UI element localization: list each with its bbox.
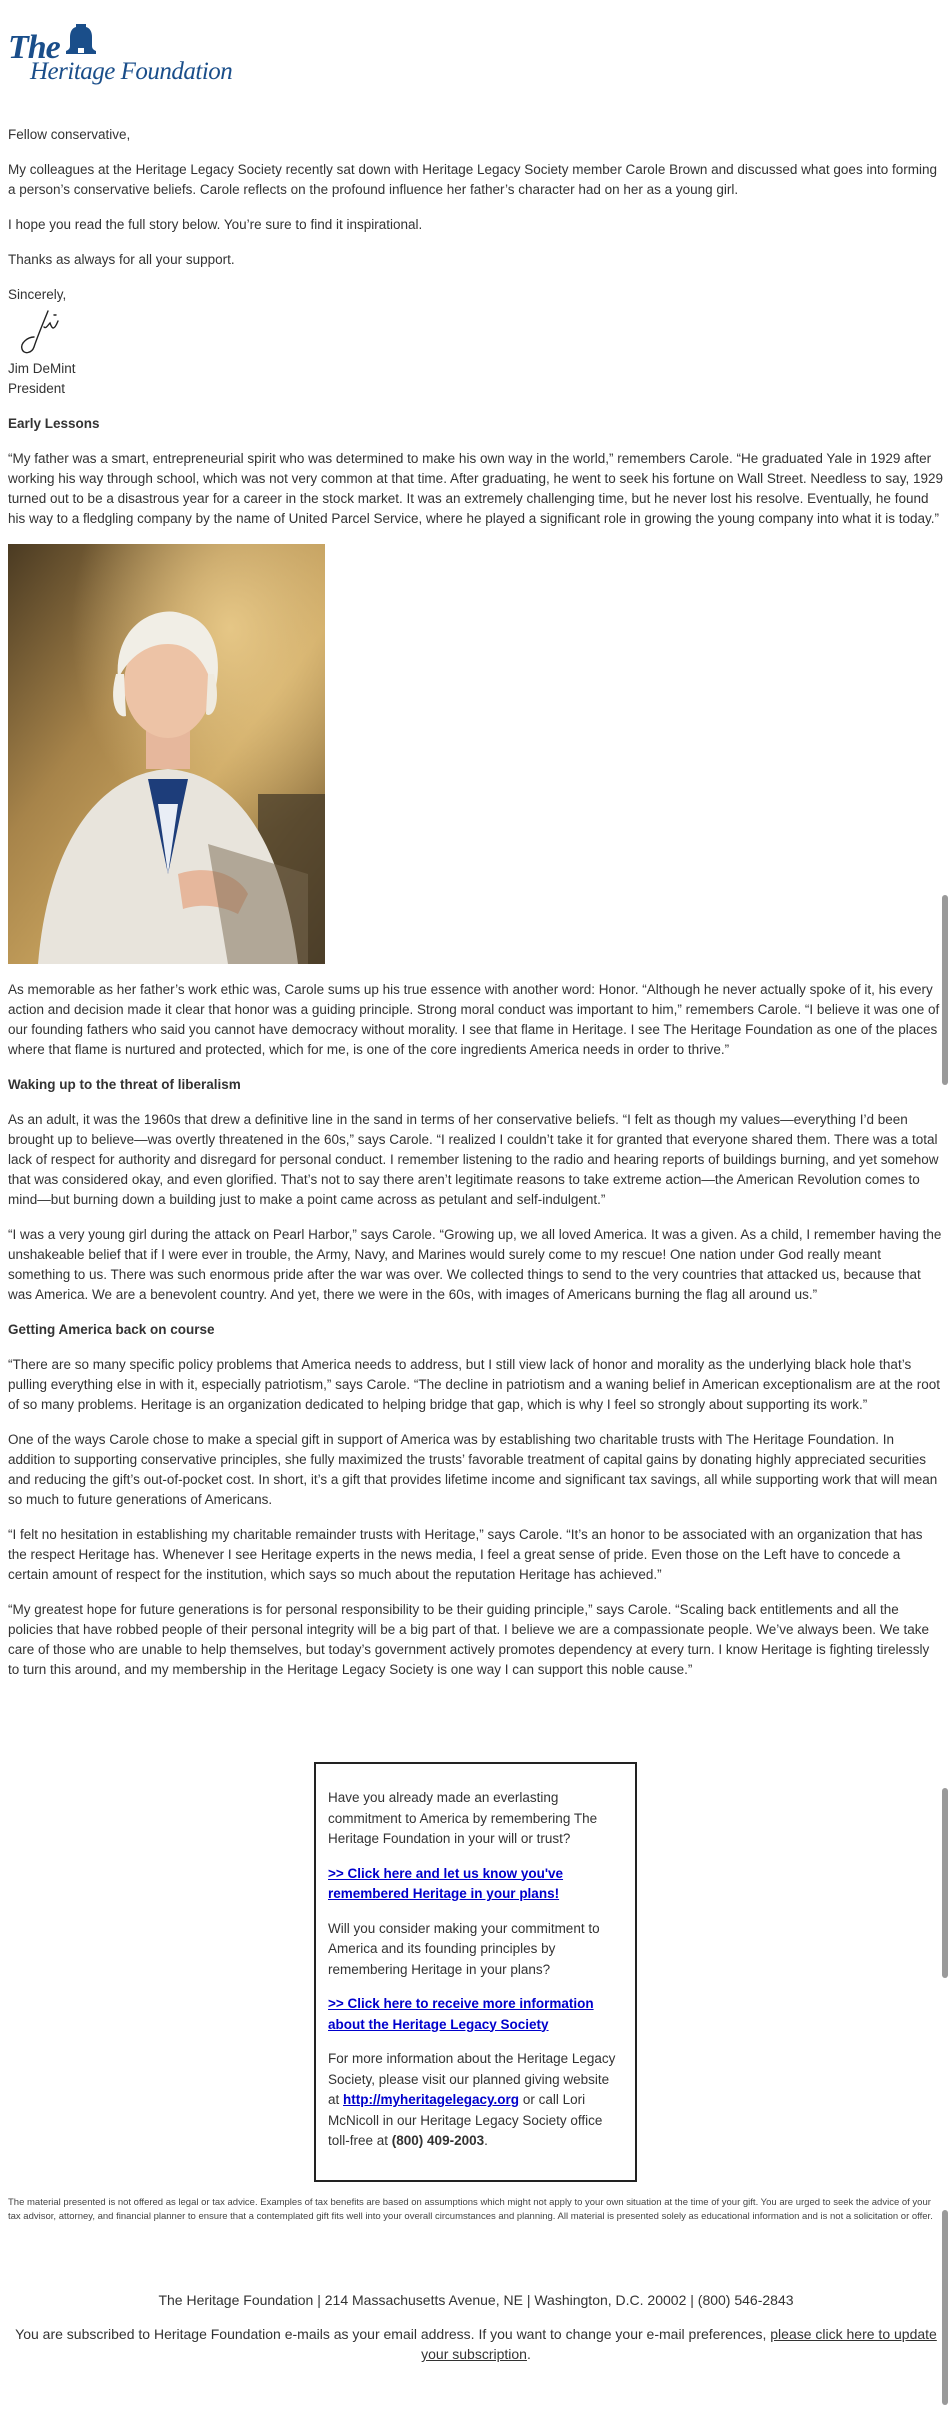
- closing: Sincerely,: [8, 287, 67, 302]
- story-paragraph: “I felt no hesitation in establishing my charitable remainder trusts with Heritage,” says Carole. “It’s an honor to be associated with an organization that has the respect Heritage has. Whenever I see Heritage experts in the news media, I feel a great sense of pride. Even those on the Left have to concede a certain amount of respect for the institution, which says so much about the reputation Heritage has achieved.”: [8, 1527, 923, 1582]
- office-phone: (800) 409-2003: [391, 2133, 485, 2148]
- story-paragraph: One of the ways Carole chose to make a special gift in support of America was by establishing two charitable trusts with The Heritage Foundation. In addition to supporting conservative principles, she fully maximized the trusts’ favorable treatment of capital gains by donating highly appreciated securities and reducing the gift’s out-of-pocket cost. In short, it’s a gift that provides lifetime income and significant tax savings, all while supporting work that will mean so much to future generations of Americans.: [8, 1432, 938, 1507]
- section-heading-back-on-course: Getting America back on course: [8, 1322, 215, 1337]
- section-heading-waking-up: Waking up to the threat of liberalism: [8, 1077, 241, 1092]
- footer-subscription-note: You are subscribed to Heritage Foundation e-mails as your email address. If you want to change your e-mail preferences, please click here to update your subscription.: [15, 2326, 937, 2362]
- remembered-heritage-link[interactable]: >> Click here and let us know you've remembered Heritage in your plans!: [328, 1865, 564, 1901]
- update-subscription-link[interactable]: please click here to update your subscription: [421, 2326, 937, 2362]
- heritage-foundation-logo[interactable]: [8, 22, 248, 88]
- signature-block: [8, 285, 943, 399]
- legacy-callout-box: [314, 1762, 637, 2182]
- letter-body: [8, 125, 943, 1695]
- legal-disclaimer: The material presented is not offered as legal or tax advice. Examples of tax benefits are based on assumptions which might not apply to your own situation at the time of your gift. You are urged to seek the advice of your tax advisor, attorney, and financial planner to ensure that a contemplated gift fits well into your overall circumstances and planning. All material is presented solely as educational information and is not a solicitation or offer.: [8, 2197, 933, 2222]
- logo-heritage-foundation: Heritage Foundation: [30, 58, 233, 85]
- callout-question: Have you already made an everlasting commitment to America by remembering The Heritage Foundation in your will or trust?: [328, 1790, 598, 1846]
- legacy-society-info-link[interactable]: >> Click here to receive more information about the Heritage Legacy Society: [328, 1996, 594, 2032]
- story-paragraph: “I was a very young girl during the attack on Pearl Harbor,” says Carole. “Growing up, we all loved America. It was a given. As a child, I remember having the unshakeable belief that if I were ever in trouble, the Army, Navy, and Marines would surely come to my rescue! One nation under God really meant something to us. There was such enormous pride after the war was over. We collected things to send to the very countries that attacked us, because that was America. We are a benevolent country. And yet, there we were in the 60s, with images of Americans burning the flag all around us.”: [8, 1227, 942, 1302]
- story-paragraph: “My greatest hope for future generations is for personal responsibility to be their guiding principle,” says Carole. “Scaling back entitlements and all the policies that have robbed people of their personal integrity will be a big part of that. I believe we are a compassionate people. We’ve always been. We take care of those who are unable to help themselves, but today’s government actively promotes dependency at every turn. I know Heritage is fighting tirelessly to turn this around, and my membership in the Heritage Legacy Society is one way I can support this noble cause.”: [8, 1602, 930, 1677]
- intro-paragraph: Thanks as always for all your support.: [8, 252, 235, 267]
- footer-address: The Heritage Foundation | 214 Massachusetts Avenue, NE | Washington, D.C. 20002 | (800) 546-2843: [158, 2292, 794, 2308]
- story-paragraph: As memorable as her father’s work ethic was, Carole sums up his true essence with another word: Honor. “Although he never actually spoke of it, his every action and decision made it clear that honor was a guiding principle. Strong moral conduct was important to him,” remembers Carole. “I believe it was one of our founding fathers who said you cannot have democracy without morality. I see that flame in Heritage. I see The Heritage Foundation as one of the places where that flame is nurtured and protected, which for me, is one of the core ingredients America needs in order to thrive.”: [8, 982, 940, 1057]
- liberty-bell-icon: [64, 22, 98, 56]
- callout-question: Will you consider making your commitment to America and its founding principles by remembering Heritage in your plans?: [328, 1920, 600, 1977]
- logo-the: The: [8, 29, 60, 66]
- section-heading-early-lessons: Early Lessons: [8, 416, 100, 431]
- scrollbar-thumb[interactable]: [942, 2210, 948, 2405]
- signer-name: Jim DeMint: [8, 361, 76, 376]
- callout-contact-info: For more information about the Heritage Legacy Society, please visit our planned giving website at http://myheritagelegacy.org or call Lori McNicoll in our Heritage Legacy Society office toll-free at (800) 409-2003.: [328, 2051, 616, 2148]
- story-paragraph: As an adult, it was the 1960s that drew a definitive line in the sand in terms of her conservative beliefs. “I felt as though my values—everything I’d been brought up to believe—was overtly threatened in the 60s,” says Carole. “I realized I couldn’t take it for granted that everyone shared them. There was a total lack of respect for authority and disregard for personal conduct. I remember listening to the radio and hearing reports of buildings burning, and yet somehow that was considered okay, and even glorified. That’s not to say there aren’t legitimate reasons to take extreme action—the American Revolution comes to mind—but burning down a building just to make a point came across as petulant and self-indulgent.”: [8, 1112, 939, 1207]
- scrollbar-thumb[interactable]: [942, 1788, 948, 1978]
- greeting: Fellow conservative,: [8, 127, 131, 142]
- signer-title: President: [8, 381, 66, 396]
- handwritten-signature: [14, 307, 74, 359]
- story-paragraph: “There are so many specific policy problems that America needs to address, but I still view lack of honor and morality as the underlying black hole that’s pulling everything else in with it, especially patriotism,” says Carole. “The decline in patriotism and a waning belief in American exceptionalism are at the root of so many problems. Heritage is an organization dedicated to helping bridge that gap, which is why I feel so strongly about supporting its work.”: [8, 1357, 940, 1412]
- intro-paragraph: My colleagues at the Heritage Legacy Society recently sat down with Heritage Legacy Society member Carole Brown and discussed what goes into forming a person’s conservative beliefs. Carole reflects on the profound influence her father’s character had on her as a young girl.: [8, 162, 937, 197]
- scrollbar-thumb[interactable]: [942, 895, 948, 1085]
- intro-paragraph: I hope you read the full story below. You’re sure to find it inspirational.: [8, 217, 423, 232]
- story-paragraph: “My father was a smart, entrepreneurial spirit who was determined to make his own way in the world,” remembers Carole. “He graduated Yale in 1929 after working his way through school, which was not very common at that time. After graduating, he went to seek his fortune on Wall Street. Needless to say, 1929 turned out to be a disastrous year for a career in the stock market. It was an extremely challenging time, but he never lost his resolve. Eventually, he found his way to a fledgling company by the name of United Parcel Service, where he played a significant role in growing the young company into what it is today.”: [8, 451, 943, 526]
- planned-giving-website-link[interactable]: http://myheritagelegacy.org: [343, 2092, 520, 2107]
- carole-brown-portrait-photo: [8, 544, 325, 964]
